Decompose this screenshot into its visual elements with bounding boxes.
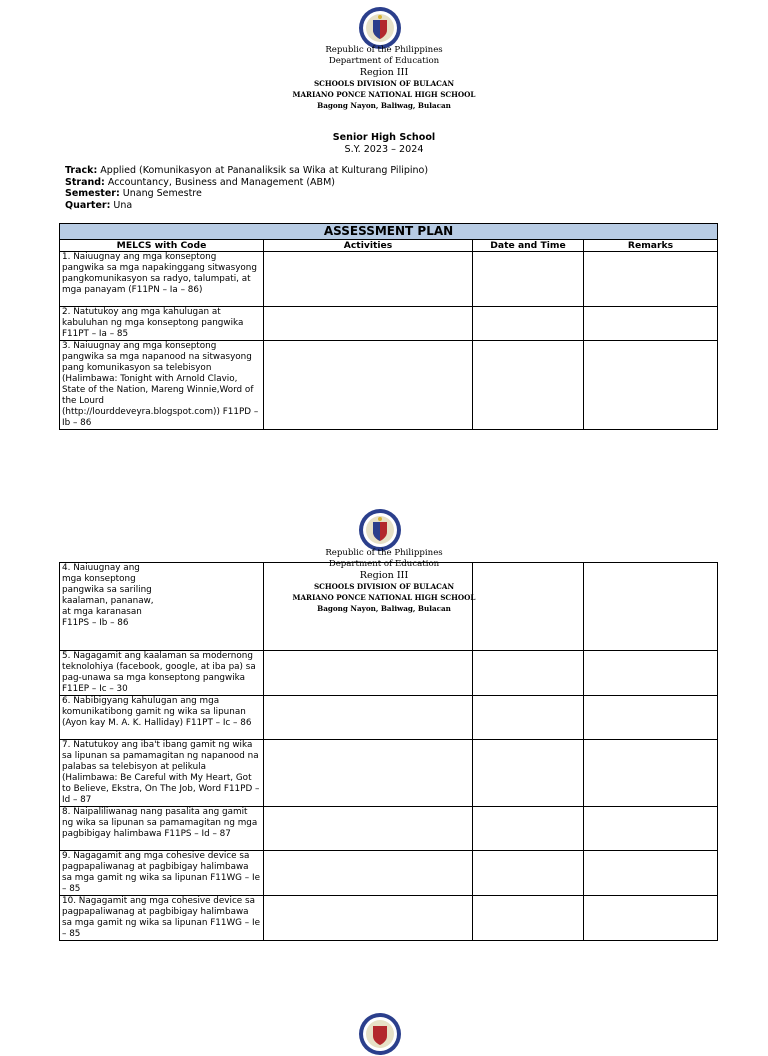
melcs-cell: 5. Nagagamit ang kaalaman sa modernong teknolohiya (facebook, google, at iba pa) sa pag-unawa sa mga konseptong pangwika F11EP – Ic – 30 xyxy=(60,651,264,696)
remarks-cell[interactable] xyxy=(584,851,718,896)
activities-cell[interactable] xyxy=(264,651,473,696)
melcs-cell: 2. Natutukoy ang mga kahulugan at kabuluhan ng mga konseptong pangwika F11PT – Ia – 85 xyxy=(60,307,264,341)
school-year: S.Y. 2023 – 2024 xyxy=(344,144,424,155)
quarter-label: Quarter: xyxy=(65,199,111,211)
table-row xyxy=(60,740,718,807)
table-row xyxy=(60,307,718,341)
melcs-cell: 6. Nabibigyang kahulugan ang mga komunikatibong gamit ng wika sa lipunan (Ayon kay M. A. K. Halliday) F11PT – Ic – 86 xyxy=(60,696,264,740)
remarks-cell[interactable] xyxy=(584,307,718,341)
column-header-melcs: MELCS with Code xyxy=(60,240,264,252)
assessment-plan-table-page1 xyxy=(59,223,718,430)
remarks-cell[interactable] xyxy=(584,651,718,696)
semester-value: Unang Semestre xyxy=(119,188,202,199)
letterhead xyxy=(0,45,768,111)
division-text: SCHOOLS DIVISION OF BULACAN xyxy=(313,79,455,88)
date-time-cell[interactable] xyxy=(473,307,584,341)
melcs-cell xyxy=(60,563,264,651)
deped-seal-logo xyxy=(358,1012,402,1056)
remarks-cell[interactable] xyxy=(584,740,718,807)
course-info xyxy=(65,165,428,211)
date-time-cell[interactable] xyxy=(473,740,584,807)
table-row xyxy=(60,696,718,740)
column-header-activities: Activities xyxy=(264,240,473,252)
school-address: Bagong Nayon, Baliwag, Bulacan xyxy=(317,101,451,110)
date-time-cell[interactable] xyxy=(473,807,584,851)
school-name: MARIANO PONCE NATIONAL HIGH SCHOOL xyxy=(292,593,476,602)
remarks-cell[interactable] xyxy=(584,807,718,851)
melcs-cell: 10. Nagagamit ang mga cohesive device sa pagpapaliwanag at pagbibigay halimbawa sa mga gamit ng wika sa lipunan F11WG – Ie – 85 xyxy=(60,896,264,941)
table-row xyxy=(60,896,718,941)
activities-cell[interactable] xyxy=(264,563,473,651)
program-title: Senior High School xyxy=(332,132,436,143)
strand-value: Accountancy, Business and Management (ABM) xyxy=(104,176,335,188)
program-block xyxy=(0,132,768,155)
table-row xyxy=(60,651,718,696)
date-time-cell[interactable] xyxy=(473,252,584,307)
assessment-plan-title: ASSESSMENT PLAN xyxy=(60,224,718,240)
activities-cell[interactable] xyxy=(264,341,473,430)
date-time-cell[interactable] xyxy=(473,896,584,941)
remarks-cell[interactable] xyxy=(584,252,718,307)
melcs-cell: 3. Naiuugnay ang mga konseptong pangwika sa mga napanood na sitwasyong pang komunikasyon sa telebisyon (Halimbawa: Tonight with Arnold Clavio, State of the Nation, Mareng Winnie,Word of the Lourd (http://lourddeveyra.blogspot.com)) F11PD – Ib – 86 xyxy=(60,341,264,430)
melcs-cell: 1. Naiuugnay ang mga konseptong pangwika sa mga napakinggang sitwasyong pangkomunikasyon sa radyo, talumpati, at mga panayam (F11PN – Ia – 86) xyxy=(60,252,264,307)
track-value: Applied (Komunikasyon at Pananaliksik sa Wika at Kulturang Pilipino) xyxy=(97,165,429,176)
table-row xyxy=(60,252,718,307)
activities-cell[interactable] xyxy=(264,851,473,896)
region-text: Region III xyxy=(359,67,409,78)
melcs-cell: 9. Nagagamit ang mga cohesive device sa pagpapaliwanag at pagbibigay halimbawa sa mga gamit ng wika sa lipunan F11WG – Ie – 85 xyxy=(60,851,264,896)
date-time-cell[interactable] xyxy=(473,696,584,740)
activities-cell[interactable] xyxy=(264,252,473,307)
date-time-cell[interactable] xyxy=(473,563,584,651)
remarks-cell[interactable] xyxy=(584,563,718,651)
activities-cell[interactable] xyxy=(264,696,473,740)
activities-cell[interactable] xyxy=(264,740,473,807)
table-row xyxy=(60,563,718,651)
republic-text: Republic of the Philippines xyxy=(325,548,443,558)
division-text: SCHOOLS DIVISION OF BULACAN xyxy=(313,582,455,591)
remarks-cell[interactable] xyxy=(584,896,718,941)
date-time-cell[interactable] xyxy=(473,851,584,896)
remarks-cell[interactable] xyxy=(584,341,718,430)
activities-cell[interactable] xyxy=(264,307,473,341)
activities-cell[interactable] xyxy=(264,807,473,851)
column-header-date-time: Date and Time xyxy=(473,240,584,252)
melcs-cell-text: 4. Naiuugnay ang mga konseptong pangwika sa sariling kaalaman, pananaw, at mga karanasan F11PS – Ib – 86 xyxy=(62,563,154,628)
department-text: Department of Education xyxy=(328,56,440,66)
track-label: Track: xyxy=(65,165,98,176)
table-row xyxy=(60,851,718,896)
school-name: MARIANO PONCE NATIONAL HIGH SCHOOL xyxy=(292,90,476,99)
remarks-cell[interactable] xyxy=(584,696,718,740)
strand-label: Strand: xyxy=(65,176,105,188)
column-header-remarks: Remarks xyxy=(584,240,718,252)
date-time-cell[interactable] xyxy=(473,651,584,696)
assessment-plan-table-page2 xyxy=(59,562,718,941)
republic-text: Republic of the Philippines xyxy=(325,45,443,55)
deped-seal-logo xyxy=(358,508,402,552)
region-text: Region III xyxy=(359,570,409,581)
table-row xyxy=(60,341,718,430)
table-row xyxy=(60,807,718,851)
school-address: Bagong Nayon, Baliwag, Bulacan xyxy=(317,604,451,613)
melcs-cell: 7. Natutukoy ang iba't ibang gamit ng wika sa lipunan sa pamamagitan ng napanood na palabas sa telebisyon at pelikula (Halimbawa: Be Careful with My Heart, Got to Believe, Ekstra, On The Job, Word F11PD – Id – 87 xyxy=(60,740,264,807)
semester-label: Semester: xyxy=(65,188,120,199)
date-time-cell[interactable] xyxy=(473,341,584,430)
melcs-cell: 8. Naipaliliwanag nang pasalita ang gamit ng wika sa lipunan sa pamamagitan ng mga pagbibigay halimbawa F11PS – Id – 87 xyxy=(60,807,264,851)
quarter-value: Una xyxy=(110,199,133,211)
department-text: Department of Education xyxy=(328,559,440,569)
deped-seal-logo xyxy=(358,6,402,50)
activities-cell[interactable] xyxy=(264,896,473,941)
